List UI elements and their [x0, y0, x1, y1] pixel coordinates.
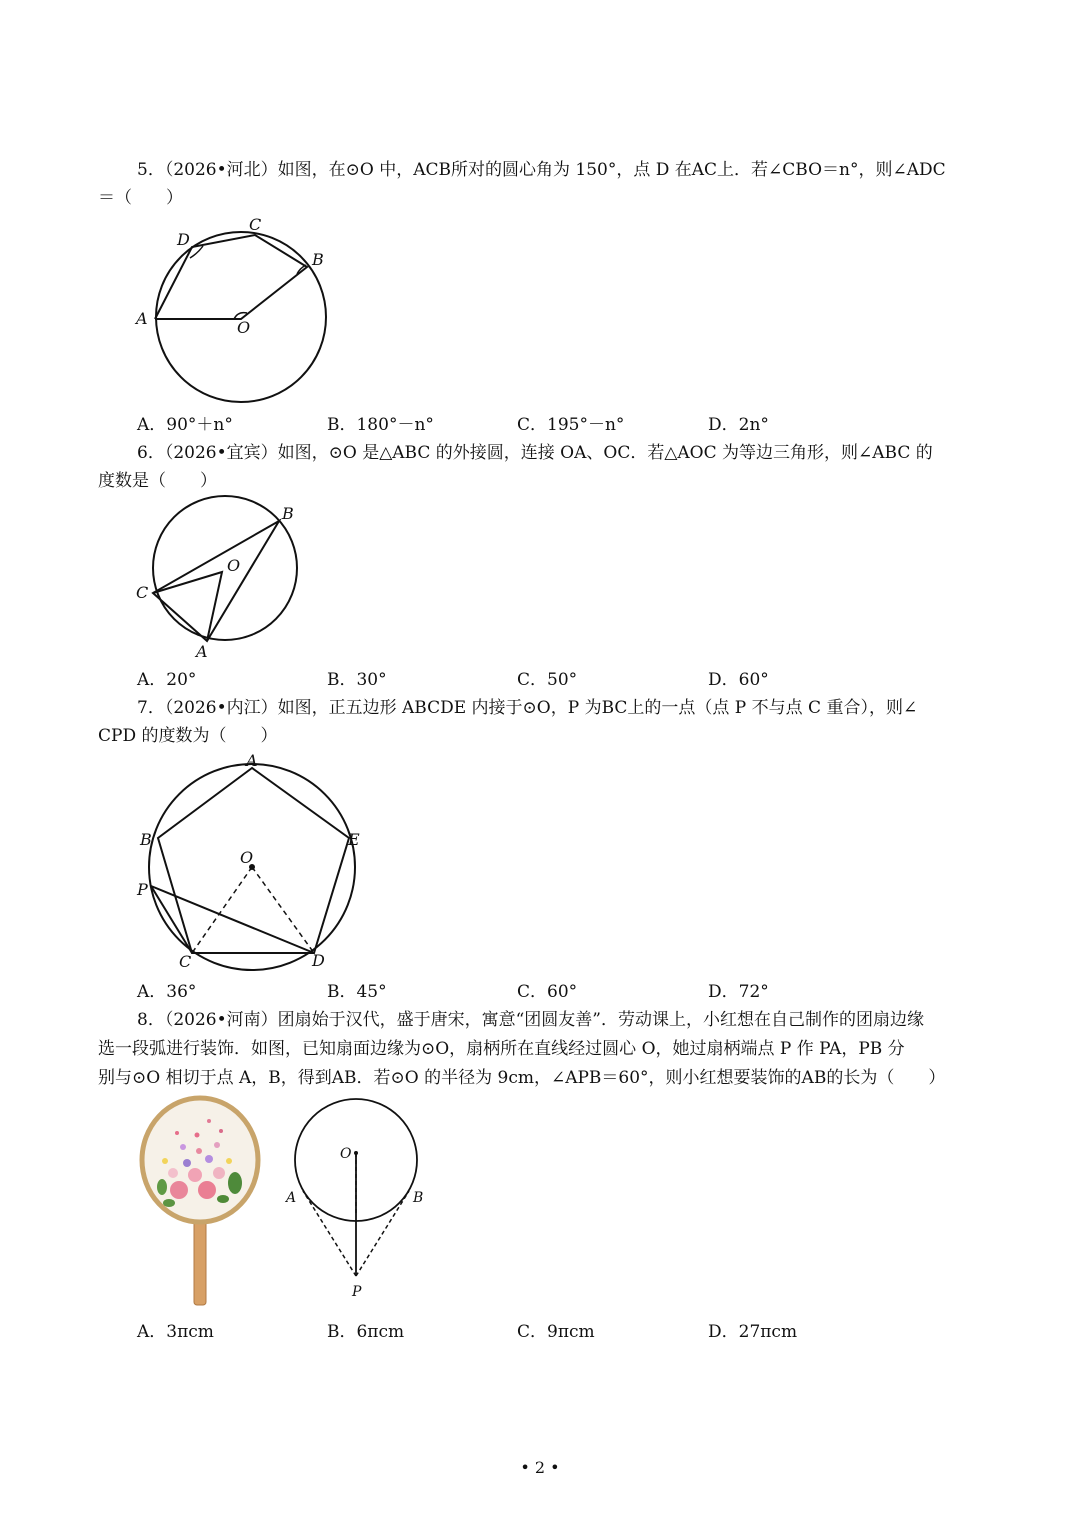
q5-option-a: A．90°＋n° [137, 415, 233, 435]
q7-label-b: B [140, 830, 152, 849]
q5-option-d: D．2n° [708, 415, 769, 435]
q7-pentagon [158, 768, 349, 953]
q8-option-d: D．27πcm [708, 1322, 798, 1342]
q5-figure [130, 212, 340, 412]
q7-option-b: B．45° [327, 982, 387, 1002]
q6-label-a: A [196, 642, 208, 661]
q8-option-a: A．3πcm [137, 1322, 214, 1342]
q5-label-o: O [237, 318, 251, 337]
q7-option-a: A．36° [137, 982, 197, 1002]
q6-option-c: C．50° [517, 670, 578, 690]
q8-option-b: B．6πcm [327, 1322, 405, 1342]
q8-label-p: P [352, 1284, 362, 1300]
q7-label-d: D [312, 951, 325, 970]
q6-label-o: O [227, 556, 241, 575]
q8-line-1: 8．（2026•河南）团扇始于汉代，盛于唐宋，寓意“团圆友善”．劳动课上，小红想在自己制作的团扇边缘 [137, 1010, 924, 1030]
q5-label-d: D [177, 230, 190, 249]
q6-option-a: A．20° [137, 670, 197, 690]
q8-line-2: 选一段弧进行装饰．如图，已知扇面边缘为⊙O，扇柄所在直线经过圆心 O，她过扇柄端点 P 作 PA，PB 分 [98, 1039, 905, 1059]
q6-option-d: D．60° [708, 670, 769, 690]
q8-label-o: O [340, 1146, 352, 1162]
q8-tangent-pb [356, 1191, 409, 1276]
q8-label-b: B [413, 1190, 424, 1206]
q6-circle [153, 496, 297, 640]
q6-figure [130, 495, 310, 665]
q6-label-c: C [136, 583, 149, 602]
q7-line-1: 7．（2026•内江）如图，正五边形 ABCDE 内接于⊙O，P 为BC上的一点（点 P 不与点 C 重合），则∠ [137, 698, 918, 718]
q8-label-a: A [286, 1190, 297, 1206]
q5-label-c: C [249, 215, 262, 234]
q7-option-c: C．60° [517, 982, 578, 1002]
q7-label-p: P [137, 880, 148, 899]
q8-option-c: C．9πcm [517, 1322, 595, 1342]
q8-center-point [354, 1151, 358, 1155]
q5-label-a: A [136, 309, 148, 328]
q5-line-2: ＝（ ） [98, 188, 183, 208]
q7-label-e: E [348, 830, 360, 849]
q7-option-d: D．72° [708, 982, 769, 1002]
q8-line-3: 别与⊙O 相切于点 A，B，得到AB．若⊙O 的半径为 9cm，∠APB＝60°，则小红想要装饰的AB的长为（ ） [98, 1068, 946, 1088]
q5-option-c: C．195°－n° [517, 415, 625, 435]
q5-line-1: 5．（2026•河北）如图，在⊙O 中，ACB所对的圆心角为 150°，点 D 在AC上．若∠CBO＝n°，则∠ADC [137, 160, 946, 180]
q5-label-b: B [312, 250, 324, 269]
q6-line-2: 度数是（ ） [98, 471, 217, 491]
q6-triangle-abc [153, 521, 279, 641]
q7-segment-pc [151, 886, 192, 953]
fan-handle [194, 1213, 206, 1305]
q7-figure [130, 750, 370, 975]
q6-line-1: 6．（2026•宜宾）如图，⊙O 是△ABC 的外接圆，连接 OA、OC．若△AOC 为等边三角形，则∠ABC 的 [137, 443, 933, 463]
q7-label-c: C [179, 952, 192, 971]
q7-label-o: O [240, 848, 254, 867]
q8-figure [280, 1095, 440, 1310]
q5-circle [156, 232, 326, 402]
q7-label-a: A [246, 751, 258, 770]
page-number: • 2 • [520, 1458, 560, 1477]
q8-tangent-pa [303, 1191, 356, 1276]
q6-label-b: B [282, 504, 294, 523]
q8-fan-illustration [137, 1095, 267, 1310]
q6-option-b: B．30° [327, 670, 387, 690]
fan-frame [142, 1098, 258, 1222]
q7-segment-oc [192, 867, 252, 953]
q5-option-b: B．180°－n° [327, 415, 434, 435]
q7-line-2: CPD 的度数为（ ） [98, 726, 278, 746]
